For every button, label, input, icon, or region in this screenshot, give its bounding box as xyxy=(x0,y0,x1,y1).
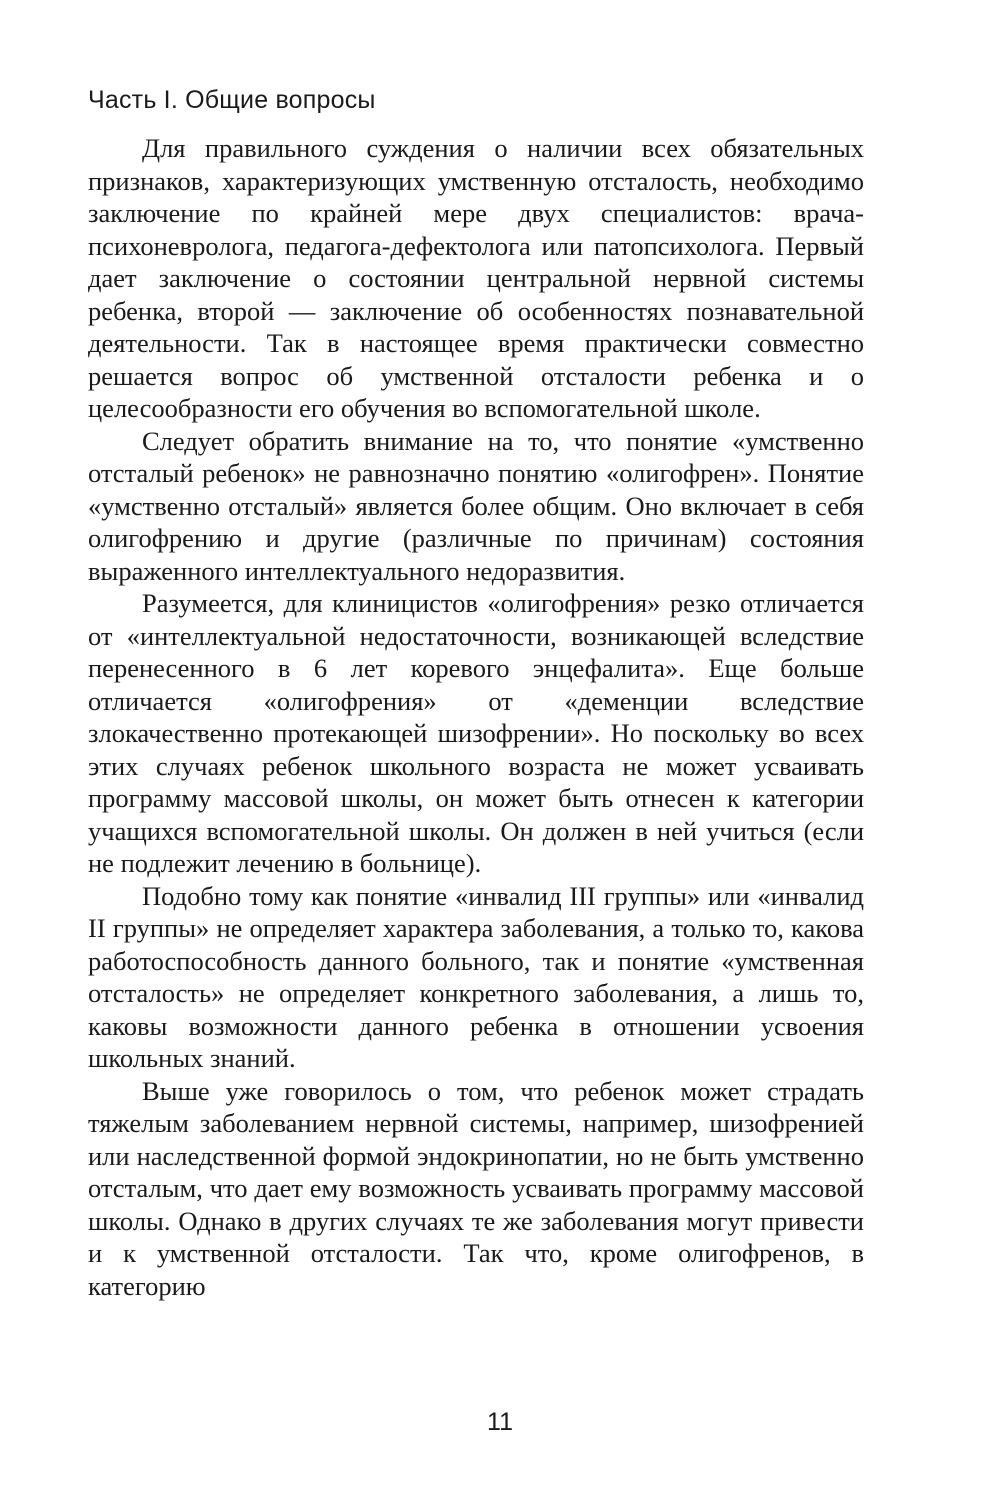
paragraph-2: Следует обратить внимание на то, что понятие «умственно отсталый ребенок» не равнозначно понятию «олигофрен». Понятие «умственно отсталый» является более общим. Оно включает в себя олигофрению и другие (различные по причинам) состояния выраженного интеллектуального недоразвития. xyxy=(88,425,864,586)
paragraph-3: Разумеется, для клиницистов «олигофрения» резко отличается от «интеллектуальной недостаточности, возникающей вследствие перенесенного в 6 лет коревого энцефалита». Еще больше отличается «олигофрения» от «деменции вследствие злокачественно протекающей шизофрении». Но поскольку во всех этих случаях ребенок школьного возраста не может усваивать программу массовой школы, он может быть отнесен к категории учащихся вспомогательной школы. Он должен в ней учиться (если не подлежит лечению в больнице). xyxy=(88,588,864,878)
paragraph-1: Для правильного суждения о наличии всех обязательных признаков, характеризующих умственную отсталость, необходимо заключение по крайней мере двух специалистов: врача-психоневролога, педагога-дефектолога или патопсихолога. Первый дает заключение о состоянии центральной нервной системы ребенка, второй — заключение об особенностях познавательной деятельности. Так в настоящее время практически совместно решается вопрос об умственной отсталости ребенка и о целесообразности его обучения во вспомогательной школе. xyxy=(88,133,864,423)
paragraph-5: Выше уже говорилось о том, что ребенок может страдать тяжелым заболеванием нервной системы, например, шизофренией или наследственной формой эндокринопатии, но не быть умственно отсталым, что дает ему возможность усваивать программу массовой школы. Однако в других случаях те же заболевания могут привести и к умственной отсталости. Так что, кроме олигофренов, в категорию xyxy=(88,1075,864,1301)
running-header: Часть I. Общие вопросы xyxy=(88,86,376,114)
body-text xyxy=(88,132,864,1302)
page-number: 11 xyxy=(487,1408,513,1436)
paragraph-4: Подобно тому как понятие «инвалид III группы» или «инвалид II группы» не определяет характера заболевания, а только то, какова работоспособность данного больного, так и понятие «умственная отсталость» не определяет конкретного заболевания, а лишь то, каковы возможности данного ребенка в отношении усвоения школьных знаний. xyxy=(88,880,864,1073)
